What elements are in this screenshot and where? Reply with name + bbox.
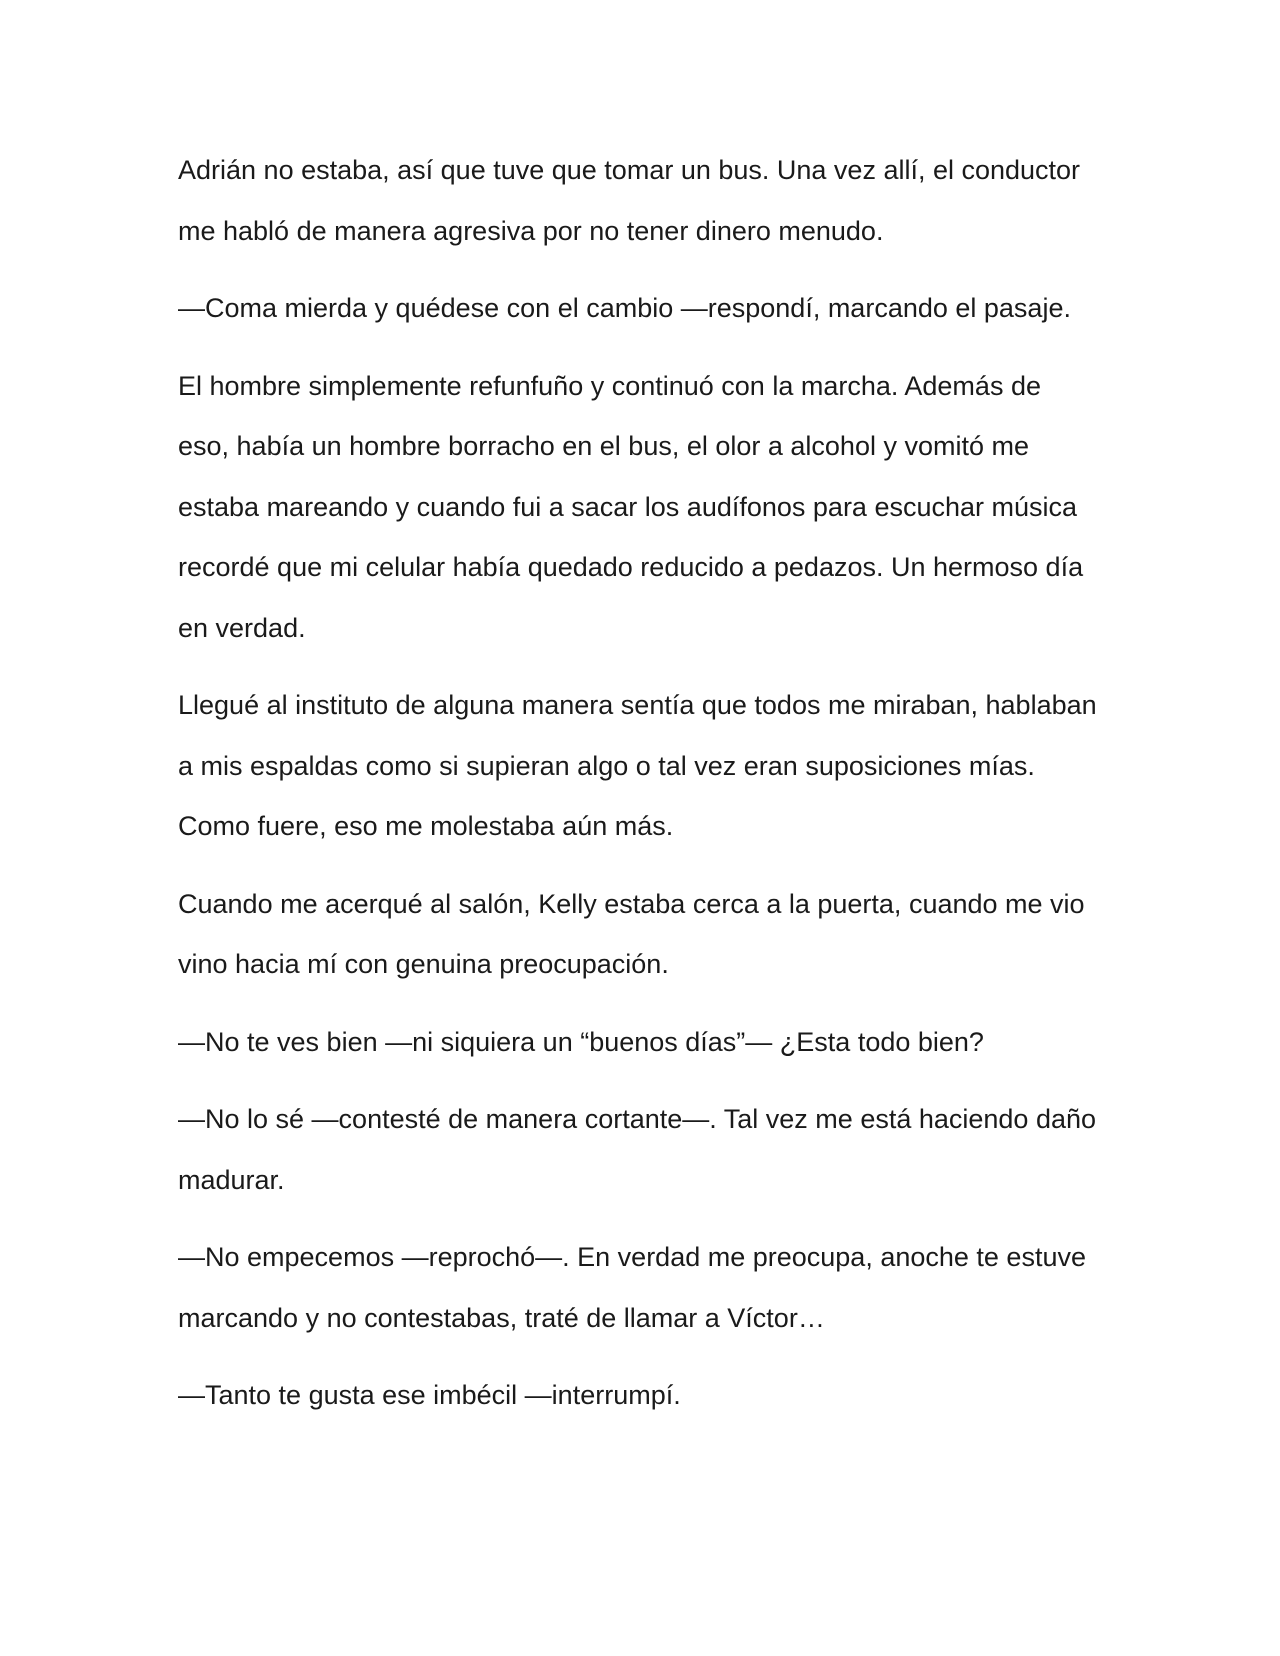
- document-body: [178, 140, 1098, 1426]
- paragraph: Llegué al instituto de alguna manera sentía que todos me miraban, hablaban a mis espaldas como si supieran algo o tal vez eran suposiciones mías. Como fuere, eso me molestaba aún más.: [178, 690, 1097, 841]
- dialogue-paragraph: —No empecemos —reprochó—. En verdad me preocupa, anoche te estuve marcando y no contestabas, traté de llamar a Víctor…: [178, 1242, 1086, 1333]
- dialogue-paragraph: —No te ves bien —ni siquiera un “buenos días”— ¿Esta todo bien?: [178, 1026, 984, 1057]
- dialogue-paragraph: —Coma mierda y quédese con el cambio —respondí, marcando el pasaje.: [178, 293, 1071, 323]
- dialogue-paragraph: —Tanto te gusta ese imbécil —interrumpí.: [178, 1380, 681, 1410]
- paragraph: Adrián no estaba, así que tuve que tomar un bus. Una vez allí, el conductor me habló de manera agresiva por no tener dinero menudo.: [178, 155, 1081, 246]
- paragraph: El hombre simplemente refunfuño y continuó con la marcha. Además de eso, había un hombre borracho en el bus, el olor a alcohol y vomitó me estaba mareando y cuando fui a sacar los audífonos para escuchar música recordé que mi celular había quedado reducido a pedazos. Un hermoso día en verdad.: [178, 370, 1084, 643]
- dialogue-paragraph: —No lo sé —contesté de manera cortante—. Tal vez me está haciendo daño madurar.: [178, 1104, 1097, 1195]
- paragraph: Cuando me acerqué al salón, Kelly estaba cerca a la puerta, cuando me vio vino hacia mí con genuina preocupación.: [178, 888, 1085, 979]
